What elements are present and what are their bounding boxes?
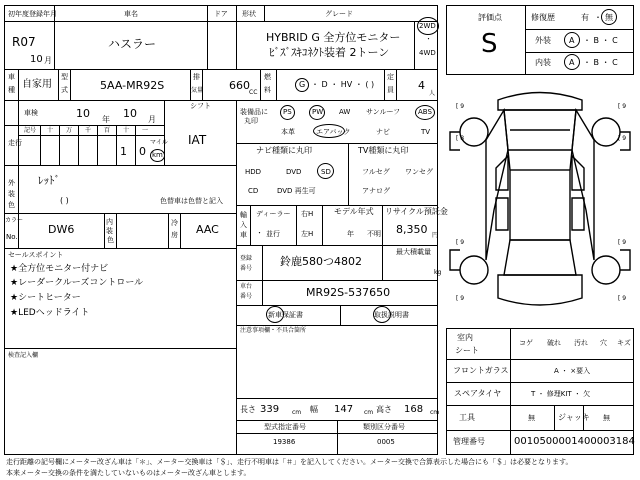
mileage-col-label: 十 (47, 127, 54, 134)
row-line (4, 348, 236, 349)
diagram-part (572, 110, 594, 260)
equip-pw: PW (312, 108, 324, 116)
first-reg-label: 初年度登録年月 (8, 10, 57, 18)
diagram-part (498, 275, 582, 305)
equipment-label: 丸印 (244, 117, 258, 125)
equip-airbag: エアバック (316, 128, 351, 136)
import-label: 輸 (240, 211, 247, 219)
model-code: 5AA-MR92S (100, 79, 165, 92)
first-reg-month: 10 (30, 54, 43, 65)
navi-label: ナビ種類に丸印 (256, 146, 312, 155)
col-line (337, 420, 338, 455)
equip-tv: TV (421, 128, 431, 136)
tire-bracket: [ 9 (618, 135, 627, 142)
model-year-unit: 年 (347, 230, 354, 238)
diagram-part (620, 250, 630, 270)
sales-point-item: ★シートヒーター (10, 293, 81, 303)
grade-line1: HYBRID G 全方位モニター (266, 31, 401, 44)
import-rh: 右H (301, 210, 314, 218)
score: S (481, 29, 498, 59)
grade-line2: ﾋﾞｽﾞｽｷｺﾈｸﾄ装着 2トーン (269, 46, 390, 59)
capacity-label: 員 (387, 86, 394, 94)
jack-value: 無 (603, 414, 610, 422)
car-name: ハスラー (108, 37, 157, 51)
diagram-wheel (592, 256, 620, 284)
col-line (384, 69, 385, 100)
capacity: 4 (418, 79, 425, 92)
exterior-label: 外装色 (8, 179, 15, 209)
mile-label: マイル (150, 139, 168, 146)
fuel-label: 燃 (264, 73, 271, 81)
mileage-col-label: 十 (123, 127, 130, 134)
color-no-value: DW6 (48, 223, 75, 236)
row-line (236, 143, 438, 144)
col-line (78, 125, 79, 165)
grade-label: グレード (325, 10, 353, 18)
interior-color-label: 色 (107, 236, 114, 244)
interior-color-label: 内装 (106, 218, 113, 235)
displacement-label: 排 (193, 73, 200, 81)
jack-label: ジャッキ (558, 413, 590, 422)
door-label: ドア (214, 10, 228, 18)
col-line (414, 21, 415, 69)
mileage-col-label: 一 (142, 127, 149, 134)
mileage-digit: 1 (120, 145, 127, 158)
use-type: 自家用 (22, 79, 52, 90)
col-line (70, 69, 71, 100)
tool-value: 無 (528, 414, 535, 422)
capacity-label: 定 (387, 73, 394, 81)
mileage-col-label: 記号 (24, 127, 37, 134)
col-line (340, 305, 341, 325)
ext-grade-options: ・ B ・ C (583, 36, 618, 45)
seat-item: キズ (617, 339, 631, 347)
sales-points-label: セールスポイント (8, 251, 64, 259)
mgmt-label: 管理番号 (453, 437, 485, 446)
col-line (135, 125, 136, 165)
col-line (382, 205, 383, 245)
tv-analog: アナログ (362, 187, 390, 195)
width-label: 幅 (310, 405, 318, 414)
row-line (236, 245, 438, 246)
footer-note: 走行距離の記号欄にメーター改ざん車は「＊」、メーター交換車は「＄」、走行不明車は「＃」を記入してください。メーター交換で合算表示した場合にも「＄」は必要となります。 (6, 458, 573, 466)
col-line (322, 205, 323, 245)
registration-label: 番号 (240, 265, 253, 272)
col-line (58, 69, 59, 100)
sales-point-item: ★LEDヘッドライト (10, 308, 90, 318)
col-line (348, 143, 349, 205)
mgmt-number: 0010500001400003184 (514, 436, 635, 447)
height-value: 168 (404, 404, 424, 415)
mileage-col-label: 千 (85, 127, 92, 134)
tire-bracket: [ 8 (456, 135, 465, 142)
col-line (264, 5, 265, 21)
model-year-unknown: 不明 (367, 230, 381, 238)
inspection-year-unit: 年 (102, 115, 110, 124)
fuel-options: ・ D ・ HV ・ ( ) (311, 80, 375, 89)
col-line (190, 69, 191, 100)
equip-aw: AW (339, 108, 351, 116)
seat-item: コゲ (519, 339, 533, 347)
diagram-wheel (592, 118, 620, 146)
row-line (4, 125, 164, 126)
repair-sep: ・ (594, 13, 602, 22)
car-name-label: 車名 (124, 10, 138, 18)
int-grade: A (569, 58, 575, 67)
spare-label: スペアタイヤ (454, 389, 502, 398)
diagram-part (498, 93, 582, 111)
col-line (18, 69, 19, 100)
import-parallel: 並行 (266, 230, 280, 238)
seat-item: 破れ (547, 339, 561, 347)
new-warranty: 新車保証書 (268, 311, 303, 319)
tire-bracket: [ 9 (456, 103, 465, 110)
row-line (446, 382, 634, 383)
mileage-col-label: 万 (66, 127, 73, 134)
exterior-color: ﾚｯﾄﾞ (38, 174, 60, 187)
repair-yes: 有 (581, 13, 589, 22)
registration-label: 登録 (240, 255, 253, 262)
import-lh: 左H (301, 230, 314, 238)
yen-unit: 円 (432, 232, 439, 239)
col-line (510, 328, 511, 455)
seat-item: 穴 (600, 339, 607, 347)
inspection-label: 車検 (24, 109, 38, 117)
mileage-side-label: 走行 (8, 139, 22, 147)
col-line (262, 245, 263, 280)
first-reg-year: R07 (12, 35, 36, 49)
width-value: 147 (334, 404, 354, 415)
vin-label: 車台 (240, 283, 253, 290)
diagram-wheel (460, 256, 488, 284)
length-label: 長さ (240, 405, 256, 414)
person-unit: 人 (429, 90, 436, 97)
navi-sd: SD (321, 168, 331, 176)
front-glass-label: フロントガラス (453, 366, 509, 375)
equip-abs: ABS (418, 108, 432, 116)
diagram-part (510, 170, 570, 240)
row-line (236, 205, 438, 206)
shape-label: 形状 (242, 10, 256, 18)
inspection-month: 10 (123, 107, 137, 120)
fuel-g: G (299, 80, 306, 89)
vehicle-label: 種 (8, 86, 15, 94)
row-line (525, 52, 634, 53)
row-line (4, 248, 236, 249)
row-line (525, 29, 634, 30)
vin-value: MR92S-537650 (306, 286, 391, 299)
row2-bottom (4, 100, 438, 101)
row-line (236, 398, 438, 399)
col-line (180, 213, 181, 248)
displacement: 660 (229, 79, 250, 92)
fuel-label: 料 (264, 86, 271, 94)
exterior-paren: ( ) (60, 196, 69, 205)
model-label: 式 (61, 86, 68, 94)
row-line (236, 305, 438, 306)
front-glass-value: A ・ ×要入 (554, 367, 591, 375)
type-cert: 19386 (273, 438, 296, 446)
kg-unit: kg (434, 269, 442, 276)
recycle-value: 8,350 (396, 223, 428, 236)
color-no-label: カラー (5, 217, 24, 224)
displacement-label: 気量 (191, 87, 204, 94)
col-line (18, 100, 19, 165)
model-label: 型 (61, 73, 68, 81)
seat-label: 室内 (457, 333, 473, 342)
col-line (296, 205, 297, 245)
drive-sep: ・ (425, 35, 432, 43)
col-line (207, 5, 208, 69)
exterior-note: 色替車は色替と記入 (160, 197, 223, 205)
equip-leather: 本革 (281, 128, 295, 136)
drive-4wd: 4WD (419, 49, 436, 57)
shift-value: IAT (188, 133, 207, 147)
diagram-part (504, 240, 576, 275)
tire-bracket: [ 9 (456, 239, 465, 246)
tv-fullseg: フルセグ (362, 168, 390, 176)
equip-navi: ナビ (376, 128, 390, 136)
inspection-year: 10 (76, 107, 90, 120)
first-reg-month-unit: 月 (44, 56, 52, 65)
col-line (396, 69, 397, 100)
diagram-part (496, 198, 508, 230)
header-divider (4, 21, 438, 22)
vehicle-label: 車 (8, 73, 15, 81)
diagram-wheel (460, 118, 488, 146)
max-load-label: 最大積載量 (396, 248, 431, 256)
cm-unit: cm (292, 409, 302, 416)
seat-item: 汚れ (574, 339, 588, 347)
navi-hdd: HDD (245, 168, 262, 176)
cc-unit: CC (249, 89, 258, 96)
mileage-col-label: 百 (104, 127, 111, 134)
tire-bracket: [ 9 (618, 295, 627, 302)
col-line (236, 5, 237, 69)
import-label: 入 (240, 221, 247, 229)
col-line (104, 213, 105, 248)
col-line (116, 213, 117, 248)
manual: 取扱説明書 (374, 311, 409, 319)
row-line (236, 325, 438, 326)
cm-unit: cm (430, 409, 440, 416)
mid-divider (236, 100, 237, 455)
col-line (262, 280, 263, 305)
tv-label: TV種類に丸印 (358, 146, 409, 155)
vin-label: 番号 (240, 293, 253, 300)
tire-bracket: [ 9 (618, 239, 627, 246)
col-line (40, 125, 41, 165)
col-line (525, 5, 526, 75)
row-line (446, 430, 634, 431)
seat-label: シート (455, 346, 479, 355)
sales-point-item: ★レーダークルーズコントロール (10, 278, 144, 288)
cm-unit: cm (364, 409, 374, 416)
sales-point-item: ★全方位モニター付ナビ (10, 264, 109, 274)
col-line (250, 205, 251, 245)
tool-label: 工具 (459, 413, 475, 422)
import-dealer: ディーラー (256, 210, 291, 218)
class-no-label: 類別区分番号 (363, 423, 405, 431)
col-line (382, 245, 383, 280)
car-diagram (446, 80, 634, 325)
col-line (554, 405, 555, 430)
diagram-part (572, 198, 584, 230)
int-label: 内装 (535, 58, 551, 67)
col-line (260, 69, 261, 100)
import-sep: ・ (256, 229, 263, 237)
ext-label: 外装 (535, 36, 551, 45)
tire-bracket: [ 9 (618, 103, 627, 110)
col-line (202, 69, 203, 100)
tire-bracket: [ 9 (456, 295, 465, 302)
ac-label: 冷 (171, 219, 178, 227)
drive-2wd: 2WD (419, 22, 436, 30)
int-grade-options: ・ B ・ C (583, 58, 618, 67)
col-line (168, 213, 169, 248)
tv-oneseg: ワンセグ (405, 168, 433, 176)
col-line (59, 125, 60, 165)
height-label: 高さ (376, 405, 392, 414)
col-line (116, 125, 117, 165)
diagram-part (486, 110, 508, 260)
ext-grade: A (569, 36, 575, 45)
navi-cd: CD (248, 187, 259, 195)
col-line (18, 165, 19, 213)
model-year-label: モデル年式 (334, 207, 374, 216)
col-line (276, 69, 277, 100)
navi-dvd: DVD (286, 168, 302, 176)
recycle-label: リサイクル預託金 (385, 207, 448, 216)
ac-label: 房 (171, 231, 178, 239)
notes-label: 注意事項欄・不具合箇所 (240, 327, 307, 334)
class-no: 0005 (377, 438, 395, 446)
score-label: 評価点 (478, 13, 502, 22)
footer-note: 本来メーター交換の条件を満たしていないものはメーター改ざん車とします。 (6, 469, 251, 477)
mileage-digit: 0 (139, 145, 146, 158)
inspection-month-unit: 月 (148, 115, 156, 124)
type-cert-label: 型式指定番号 (264, 423, 306, 431)
equipment-label: 装備品に (240, 108, 268, 116)
repair-label: 修復歴 (531, 13, 555, 22)
navi-dvd-play: DVD 再生可 (277, 187, 316, 195)
row-line (446, 405, 634, 406)
color-no-label: No. (6, 233, 18, 241)
equip-sunroof: サンルーフ (366, 108, 401, 116)
col-line (97, 125, 98, 165)
import-label: 車 (240, 231, 247, 239)
inspector-label: 検査記入欄 (8, 352, 39, 359)
registration-number: 鈴鹿580つ4802 (280, 255, 362, 268)
row-line (4, 165, 236, 166)
length-value: 339 (260, 404, 280, 415)
row-line (446, 359, 634, 360)
repair-no: 無 (605, 13, 613, 22)
shift-label: シフト (190, 102, 211, 110)
row-line (4, 213, 236, 214)
km-label: km (152, 151, 163, 159)
diagram-part (450, 250, 460, 270)
spare-value: T ・ 修理KIT ・ 欠 (531, 390, 591, 398)
ac-value: AAC (196, 223, 219, 236)
row-line (236, 280, 438, 281)
equip-ps: PS (283, 108, 292, 116)
